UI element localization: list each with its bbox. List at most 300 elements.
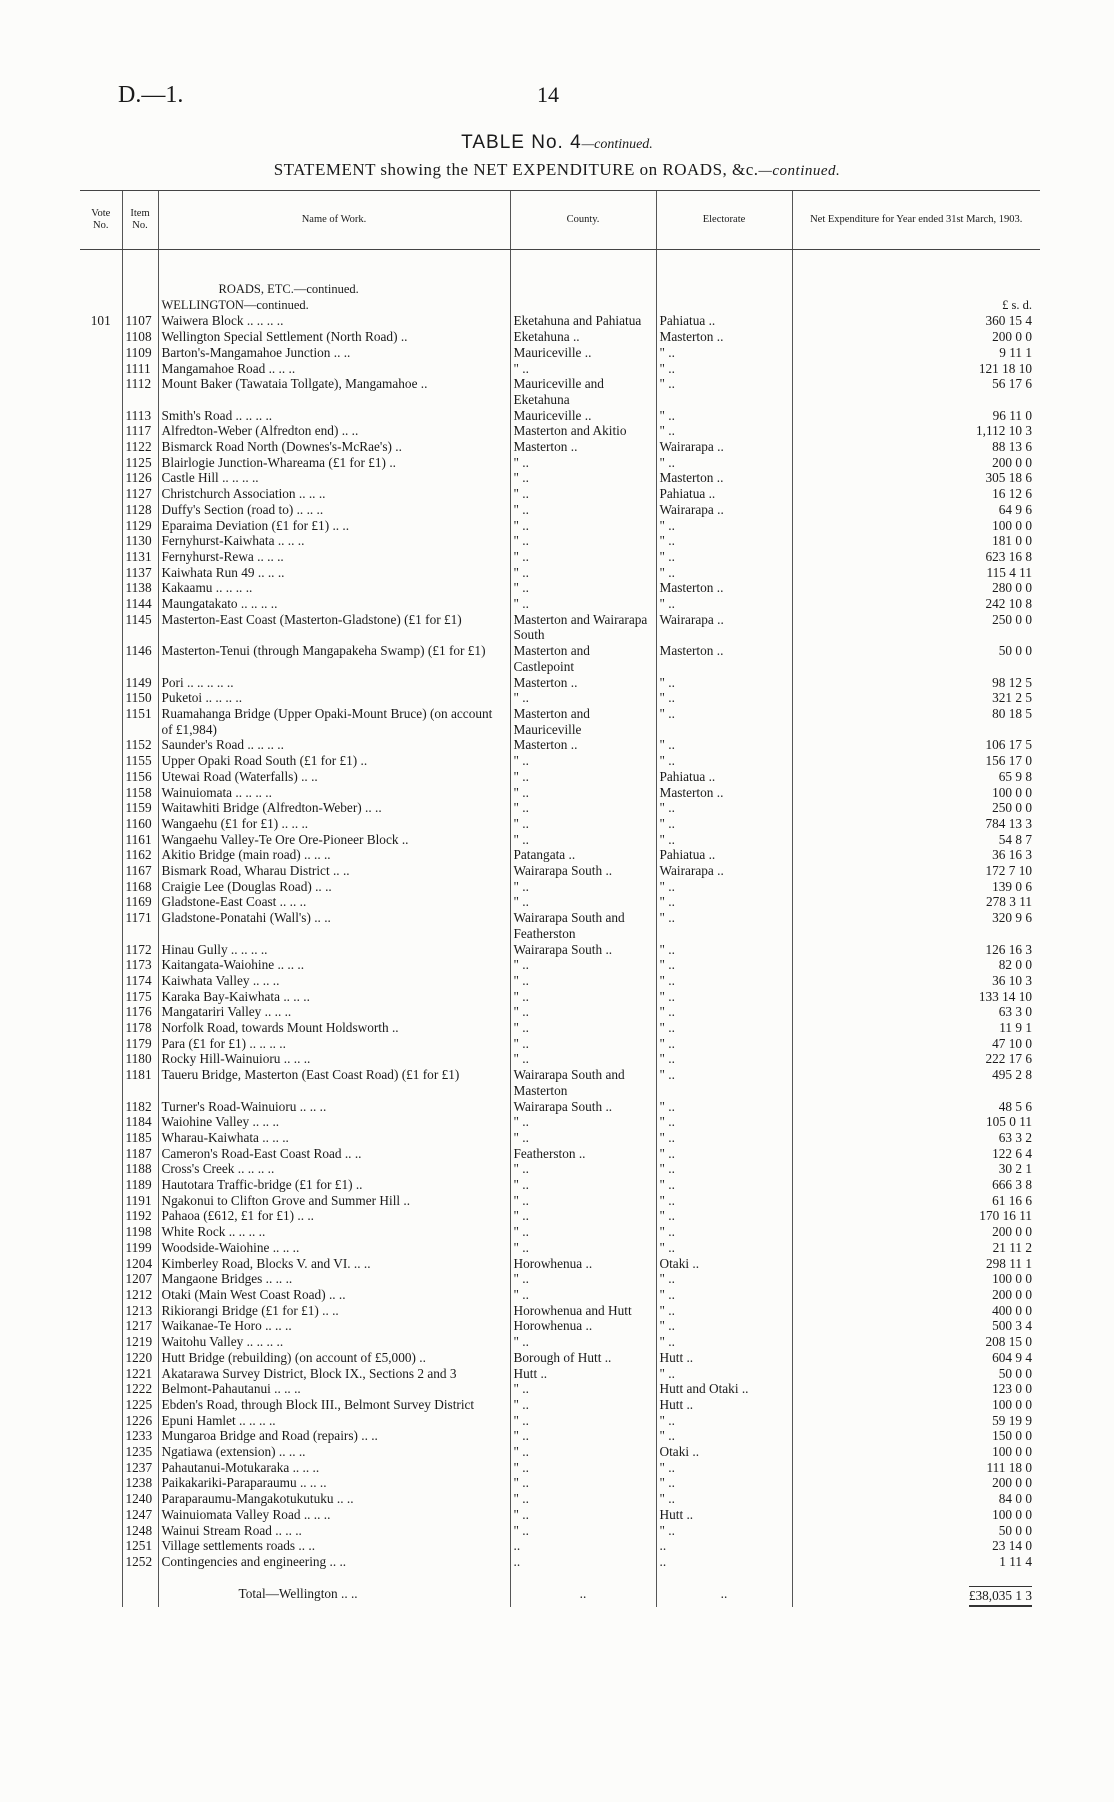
electorate-cell: " .. <box>656 596 792 612</box>
county-cell: " .. <box>510 502 656 518</box>
table-row <box>80 376 1040 407</box>
table-row <box>80 565 1040 581</box>
item-cell: 1240 <box>122 1491 158 1507</box>
name-cell: Norfolk Road, towards Mount Holdsworth .. <box>158 1020 510 1036</box>
vote-cell <box>80 1036 122 1052</box>
electorate-cell: " .. <box>656 1240 792 1256</box>
county-cell: " .. <box>510 1287 656 1303</box>
vote-cell <box>80 439 122 455</box>
county-cell: " .. <box>510 753 656 769</box>
table-row <box>80 706 1040 737</box>
county-cell: " .. <box>510 785 656 801</box>
table-row <box>80 1177 1040 1193</box>
vote-cell <box>80 1318 122 1334</box>
table-row <box>80 1475 1040 1491</box>
total-amount: £38,035 1 3 <box>969 1586 1032 1608</box>
electorate-cell: " .. <box>656 989 792 1005</box>
item-cell: 1217 <box>122 1318 158 1334</box>
vote-cell <box>80 1491 122 1507</box>
vote-cell <box>80 1051 122 1067</box>
electorate-cell: " .. <box>656 1523 792 1539</box>
vote-cell <box>80 1413 122 1429</box>
amount-cell: 278 3 11 <box>792 894 1040 910</box>
electorate-cell: " .. <box>656 973 792 989</box>
amount-cell: 200 0 0 <box>792 1287 1040 1303</box>
name-cell: Wainuiomata .. .. .. .. <box>158 785 510 801</box>
vote-cell <box>80 800 122 816</box>
name-cell: Wainui Stream Road .. .. .. <box>158 1523 510 1539</box>
section-district: WELLINGTON—continued. <box>158 298 510 314</box>
name-cell: Waitawhiti Bridge (Alfredton-Weber) .. .. <box>158 800 510 816</box>
amount-cell: 11 9 1 <box>792 1020 1040 1036</box>
electorate-cell: " .. <box>656 518 792 534</box>
table-row <box>80 894 1040 910</box>
vote-cell <box>80 1460 122 1476</box>
name-cell: Wharau-Kaiwhata .. .. .. <box>158 1130 510 1146</box>
table-row <box>80 1193 1040 1209</box>
item-cell: 1179 <box>122 1036 158 1052</box>
item-cell: 1125 <box>122 455 158 471</box>
amount-cell: 100 0 0 <box>792 1397 1040 1413</box>
item-cell: 1220 <box>122 1350 158 1366</box>
table-row <box>80 345 1040 361</box>
vote-cell <box>80 1287 122 1303</box>
item-cell: 1188 <box>122 1161 158 1177</box>
electorate-cell: " .. <box>656 879 792 895</box>
name-cell: Waiohine Valley .. .. .. <box>158 1114 510 1130</box>
name-cell: Village settlements roads .. .. <box>158 1538 510 1554</box>
amount-cell: 63 3 2 <box>792 1130 1040 1146</box>
electorate-cell: " .. <box>656 1161 792 1177</box>
item-cell: 1130 <box>122 533 158 549</box>
name-cell: Wellington Special Settlement (North Road) .. <box>158 329 510 345</box>
amount-cell: 111 18 0 <box>792 1460 1040 1476</box>
vote-cell <box>80 486 122 502</box>
vote-cell <box>80 879 122 895</box>
amount-cell: 121 18 10 <box>792 361 1040 377</box>
amount-cell: 98 12 5 <box>792 675 1040 691</box>
table-title-continued: —continued. <box>581 137 653 152</box>
table-row <box>80 486 1040 502</box>
amount-cell: 360 15 4 <box>792 313 1040 329</box>
name-cell: Ngatiawa (extension) .. .. .. <box>158 1444 510 1460</box>
electorate-cell: " .. <box>656 345 792 361</box>
vote-cell <box>80 361 122 377</box>
item-cell: 1162 <box>122 847 158 863</box>
vote-cell <box>80 580 122 596</box>
county-cell: " .. <box>510 486 656 502</box>
electorate-cell: " .. <box>656 1146 792 1162</box>
amount-cell: 181 0 0 <box>792 533 1040 549</box>
electorate-cell: " .. <box>656 565 792 581</box>
county-cell: " .. <box>510 800 656 816</box>
electorate-cell: " .. <box>656 675 792 691</box>
item-cell: 1174 <box>122 973 158 989</box>
amount-cell: 115 4 11 <box>792 565 1040 581</box>
vote-cell <box>80 769 122 785</box>
item-cell: 1212 <box>122 1287 158 1303</box>
item-cell: 1131 <box>122 549 158 565</box>
vote-cell <box>80 423 122 439</box>
amount-cell: 200 0 0 <box>792 1475 1040 1491</box>
amount-cell: 320 9 6 <box>792 910 1040 941</box>
amount-cell: 100 0 0 <box>792 785 1040 801</box>
item-cell: 1111 <box>122 361 158 377</box>
item-cell: 1138 <box>122 580 158 596</box>
electorate-cell: " .. <box>656 706 792 737</box>
item-cell: 1173 <box>122 957 158 973</box>
amount-cell: 61 16 6 <box>792 1193 1040 1209</box>
vote-cell <box>80 675 122 691</box>
electorate-cell: " .. <box>656 942 792 958</box>
electorate-cell: " .. <box>656 1193 792 1209</box>
total-body <box>80 1570 1040 1608</box>
vote-cell <box>80 1554 122 1570</box>
electorate-cell: " .. <box>656 832 792 848</box>
amount-cell: 100 0 0 <box>792 1444 1040 1460</box>
item-cell: 1198 <box>122 1224 158 1240</box>
electorate-cell: Wairarapa .. <box>656 439 792 455</box>
page-reference: D.—1. <box>118 82 184 108</box>
name-cell: Karaka Bay-Kaiwhata .. .. .. <box>158 989 510 1005</box>
table-row <box>80 1146 1040 1162</box>
county-cell: " .. <box>510 1208 656 1224</box>
vote-cell <box>80 1538 122 1554</box>
county-cell: " .. <box>510 832 656 848</box>
amount-cell: 242 10 8 <box>792 596 1040 612</box>
electorate-cell: " .. <box>656 1460 792 1476</box>
amount-cell: 156 17 0 <box>792 753 1040 769</box>
county-cell: " .. <box>510 879 656 895</box>
county-cell: " .. <box>510 361 656 377</box>
amount-cell: 133 14 10 <box>792 989 1040 1005</box>
vote-cell <box>80 1381 122 1397</box>
name-cell: Utewai Road (Waterfalls) .. .. <box>158 769 510 785</box>
item-cell: 1176 <box>122 1004 158 1020</box>
amount-cell: 1,112 10 3 <box>792 423 1040 439</box>
item-cell: 1219 <box>122 1334 158 1350</box>
table-row <box>80 549 1040 565</box>
table-row <box>80 596 1040 612</box>
vote-cell <box>80 1397 122 1413</box>
name-cell: White Rock .. .. .. .. <box>158 1224 510 1240</box>
table-row <box>80 863 1040 879</box>
vote-cell <box>80 957 122 973</box>
table-row <box>80 675 1040 691</box>
amount-cell: 172 7 10 <box>792 863 1040 879</box>
col-vote-header: Vote No. <box>80 191 122 250</box>
county-cell: " .. <box>510 690 656 706</box>
vote-cell <box>80 549 122 565</box>
electorate-cell: " .. <box>656 1130 792 1146</box>
amount-cell: 123 0 0 <box>792 1381 1040 1397</box>
county-cell: " .. <box>510 1334 656 1350</box>
name-cell: Pahaoa (£612, £1 for £1) .. .. <box>158 1208 510 1224</box>
amount-cell: 604 9 4 <box>792 1350 1040 1366</box>
table-header-row <box>80 191 1040 250</box>
vote-cell <box>80 1475 122 1491</box>
name-cell: Wangaehu (£1 for £1) .. .. .. <box>158 816 510 832</box>
item-cell: 1248 <box>122 1523 158 1539</box>
item-cell: 1247 <box>122 1507 158 1523</box>
table-row <box>80 1224 1040 1240</box>
table-row <box>80 1256 1040 1272</box>
amount-cell: 84 0 0 <box>792 1491 1040 1507</box>
name-cell: Ngakonui to Clifton Grove and Summer Hill .. <box>158 1193 510 1209</box>
county-cell: " .. <box>510 1020 656 1036</box>
electorate-cell: " .. <box>656 800 792 816</box>
electorate-cell: " .. <box>656 549 792 565</box>
electorate-cell: Hutt .. <box>656 1507 792 1523</box>
electorate-cell: " .. <box>656 1303 792 1319</box>
county-cell: " .. <box>510 580 656 596</box>
county-cell: " .. <box>510 1444 656 1460</box>
item-cell: 1107 <box>122 313 158 329</box>
name-cell: Eparaima Deviation (£1 for £1) .. .. <box>158 518 510 534</box>
electorate-cell: " .. <box>656 1287 792 1303</box>
item-cell: 1145 <box>122 612 158 643</box>
name-cell: Ruamahanga Bridge (Upper Opaki-Mount Bruce) (on account of £1,984) <box>158 706 510 737</box>
item-cell: 1108 <box>122 329 158 345</box>
name-cell: Woodside-Waiohine .. .. .. <box>158 1240 510 1256</box>
vote-cell <box>80 1161 122 1177</box>
table-row <box>80 1114 1040 1130</box>
name-cell: Mount Baker (Tawataia Tollgate), Mangamahoe .. <box>158 376 510 407</box>
name-cell: Smith's Road .. .. .. .. <box>158 408 510 424</box>
electorate-cell: " .. <box>656 1413 792 1429</box>
county-cell: " .. <box>510 565 656 581</box>
name-cell: Cross's Creek .. .. .. .. <box>158 1161 510 1177</box>
amount-cell: 80 18 5 <box>792 706 1040 737</box>
table-row <box>80 533 1040 549</box>
electorate-cell: " .. <box>656 1475 792 1491</box>
amount-cell: 64 9 6 <box>792 502 1040 518</box>
vote-cell <box>80 1334 122 1350</box>
item-cell: 1117 <box>122 423 158 439</box>
vote-cell <box>80 1224 122 1240</box>
county-cell: Wairarapa South and Masterton <box>510 1067 656 1098</box>
amount-cell: 170 16 11 <box>792 1208 1040 1224</box>
amount-cell: 21 11 2 <box>792 1240 1040 1256</box>
county-cell: " .. <box>510 1475 656 1491</box>
electorate-cell: Wairarapa .. <box>656 863 792 879</box>
county-cell: " .. <box>510 1004 656 1020</box>
amount-cell: 200 0 0 <box>792 1224 1040 1240</box>
vote-cell <box>80 1444 122 1460</box>
col-net-header: Net Expenditure for Year ended 31st March, 1903. <box>792 191 1040 250</box>
amount-cell: 50 0 0 <box>792 1523 1040 1539</box>
item-cell: 1187 <box>122 1146 158 1162</box>
item-cell: 1252 <box>122 1554 158 1570</box>
table-row <box>80 612 1040 643</box>
amount-cell: 495 2 8 <box>792 1067 1040 1098</box>
county-cell: " .. <box>510 973 656 989</box>
name-cell: Gladstone-Ponatahi (Wall's) .. .. <box>158 910 510 941</box>
electorate-cell: " .. <box>656 1067 792 1098</box>
name-cell: Contingencies and engineering .. .. <box>158 1554 510 1570</box>
amount-cell: 280 0 0 <box>792 580 1040 596</box>
item-cell: 1109 <box>122 345 158 361</box>
currency-header: £ s. d. <box>792 298 1040 314</box>
county-cell: Masterton .. <box>510 439 656 455</box>
electorate-cell: " .. <box>656 690 792 706</box>
electorate-cell: Hutt and Otaki .. <box>656 1381 792 1397</box>
table-row <box>80 455 1040 471</box>
name-cell: Mangatariri Valley .. .. .. <box>158 1004 510 1020</box>
county-cell: " .. <box>510 1523 656 1539</box>
electorate-cell: Pahiatua .. <box>656 847 792 863</box>
electorate-cell: " .. <box>656 1177 792 1193</box>
vote-cell <box>80 706 122 737</box>
county-cell: Horowhenua and Hutt <box>510 1303 656 1319</box>
vote-cell <box>80 816 122 832</box>
amount-cell: 48 5 6 <box>792 1099 1040 1115</box>
item-cell: 1192 <box>122 1208 158 1224</box>
name-cell: Hautotara Traffic-bridge (£1 for £1) .. <box>158 1177 510 1193</box>
electorate-cell: Masterton .. <box>656 785 792 801</box>
vote-cell <box>80 1507 122 1523</box>
item-cell: 1150 <box>122 690 158 706</box>
amount-cell: 400 0 0 <box>792 1303 1040 1319</box>
county-cell: " .. <box>510 1381 656 1397</box>
electorate-cell: " .. <box>656 894 792 910</box>
vote-cell <box>80 1240 122 1256</box>
electorate-cell: Masterton .. <box>656 580 792 596</box>
amount-cell: 200 0 0 <box>792 455 1040 471</box>
electorate-cell: Pahiatua .. <box>656 313 792 329</box>
col-item-header: Item No. <box>122 191 158 250</box>
county-cell: " .. <box>510 1036 656 1052</box>
county-cell: Wairarapa South .. <box>510 863 656 879</box>
amount-cell: 88 13 6 <box>792 439 1040 455</box>
county-cell: Wairarapa South .. <box>510 942 656 958</box>
item-cell: 1112 <box>122 376 158 407</box>
item-cell: 1126 <box>122 470 158 486</box>
table-row <box>80 329 1040 345</box>
vote-cell <box>80 1350 122 1366</box>
county-cell: " .. <box>510 1460 656 1476</box>
county-cell: " .. <box>510 1397 656 1413</box>
amount-cell: 50 0 0 <box>792 643 1040 674</box>
vote-cell <box>80 329 122 345</box>
county-cell: Borough of Hutt .. <box>510 1350 656 1366</box>
county-cell: " .. <box>510 470 656 486</box>
vote-cell <box>80 894 122 910</box>
amount-cell: 784 13 3 <box>792 816 1040 832</box>
name-cell: Cameron's Road-East Coast Road .. .. <box>158 1146 510 1162</box>
amount-cell: 63 3 0 <box>792 1004 1040 1020</box>
vote-cell <box>80 989 122 1005</box>
electorate-cell: " .. <box>656 753 792 769</box>
county-cell: " .. <box>510 1051 656 1067</box>
table-row <box>80 361 1040 377</box>
county-cell: Eketahuna .. <box>510 329 656 345</box>
name-cell: Waiwera Block .. .. .. .. <box>158 313 510 329</box>
county-cell: Mauriceville .. <box>510 345 656 361</box>
vote-cell <box>80 942 122 958</box>
electorate-cell: Wairarapa .. <box>656 502 792 518</box>
vote-cell <box>80 1004 122 1020</box>
amount-cell: 623 16 8 <box>792 549 1040 565</box>
table-row <box>80 737 1040 753</box>
amount-cell: 200 0 0 <box>792 329 1040 345</box>
name-cell: Mangamahoe Road .. .. .. <box>158 361 510 377</box>
amount-cell: 321 2 5 <box>792 690 1040 706</box>
name-cell: Ebden's Road, through Block III., Belmont Survey District <box>158 1397 510 1413</box>
amount-cell: 50 0 0 <box>792 1366 1040 1382</box>
item-cell: 1238 <box>122 1475 158 1491</box>
district-heading-row <box>80 298 1040 314</box>
electorate-cell: " .. <box>656 1020 792 1036</box>
vote-cell <box>80 753 122 769</box>
item-cell: 1161 <box>122 832 158 848</box>
county-cell: .. <box>510 1538 656 1554</box>
name-cell: Kakaamu .. .. .. .. <box>158 580 510 596</box>
county-cell: Masterton and Mauriceville <box>510 706 656 737</box>
name-cell: Craigie Lee (Douglas Road) .. .. <box>158 879 510 895</box>
electorate-cell: " .. <box>656 408 792 424</box>
item-cell: 1171 <box>122 910 158 941</box>
amount-cell: 250 0 0 <box>792 612 1040 643</box>
vote-cell <box>80 533 122 549</box>
item-cell: 1182 <box>122 1099 158 1115</box>
vote-cell <box>80 910 122 941</box>
county-cell: Wairarapa South .. <box>510 1099 656 1115</box>
table-row <box>80 423 1040 439</box>
name-cell: Otaki (Main West Coast Road) .. .. <box>158 1287 510 1303</box>
vote-cell <box>80 1303 122 1319</box>
electorate-cell: " .. <box>656 1114 792 1130</box>
county-cell: Mauriceville .. <box>510 408 656 424</box>
name-cell: Turner's Road-Wainuioru .. .. .. <box>158 1099 510 1115</box>
item-cell: 1160 <box>122 816 158 832</box>
amount-cell: 23 14 0 <box>792 1538 1040 1554</box>
item-cell: 1222 <box>122 1381 158 1397</box>
item-cell: 1199 <box>122 1240 158 1256</box>
county-cell: " .. <box>510 1114 656 1130</box>
item-cell: 1158 <box>122 785 158 801</box>
table-row <box>80 1208 1040 1224</box>
county-cell: " .. <box>510 518 656 534</box>
item-cell: 1213 <box>122 1303 158 1319</box>
table-row <box>80 1130 1040 1146</box>
name-cell: Waitohu Valley .. .. .. .. <box>158 1334 510 1350</box>
name-cell: Puketoi .. .. .. .. <box>158 690 510 706</box>
name-cell: Mungaroa Bridge and Road (repairs) .. .. <box>158 1428 510 1444</box>
item-cell: 1169 <box>122 894 158 910</box>
item-cell: 1207 <box>122 1271 158 1287</box>
electorate-cell: " .. <box>656 1334 792 1350</box>
total-county: .. <box>510 1570 656 1608</box>
vote-cell: 101 <box>90 313 111 329</box>
col-county-header: County. <box>510 191 656 250</box>
electorate-cell: Wairarapa .. <box>656 612 792 643</box>
county-cell: Featherston .. <box>510 1146 656 1162</box>
name-cell: Bismarck Road North (Downes's-McRae's) .. <box>158 439 510 455</box>
table-row <box>80 1444 1040 1460</box>
county-cell: " .. <box>510 455 656 471</box>
county-cell: " .. <box>510 549 656 565</box>
table-row <box>80 580 1040 596</box>
vote-cell <box>80 1523 122 1539</box>
amount-cell: 139 0 6 <box>792 879 1040 895</box>
electorate-cell: " .. <box>656 376 792 407</box>
vote-cell <box>80 643 122 674</box>
vote-cell <box>80 1177 122 1193</box>
vote-cell <box>80 690 122 706</box>
electorate-cell: " .. <box>656 533 792 549</box>
vote-cell <box>80 376 122 407</box>
